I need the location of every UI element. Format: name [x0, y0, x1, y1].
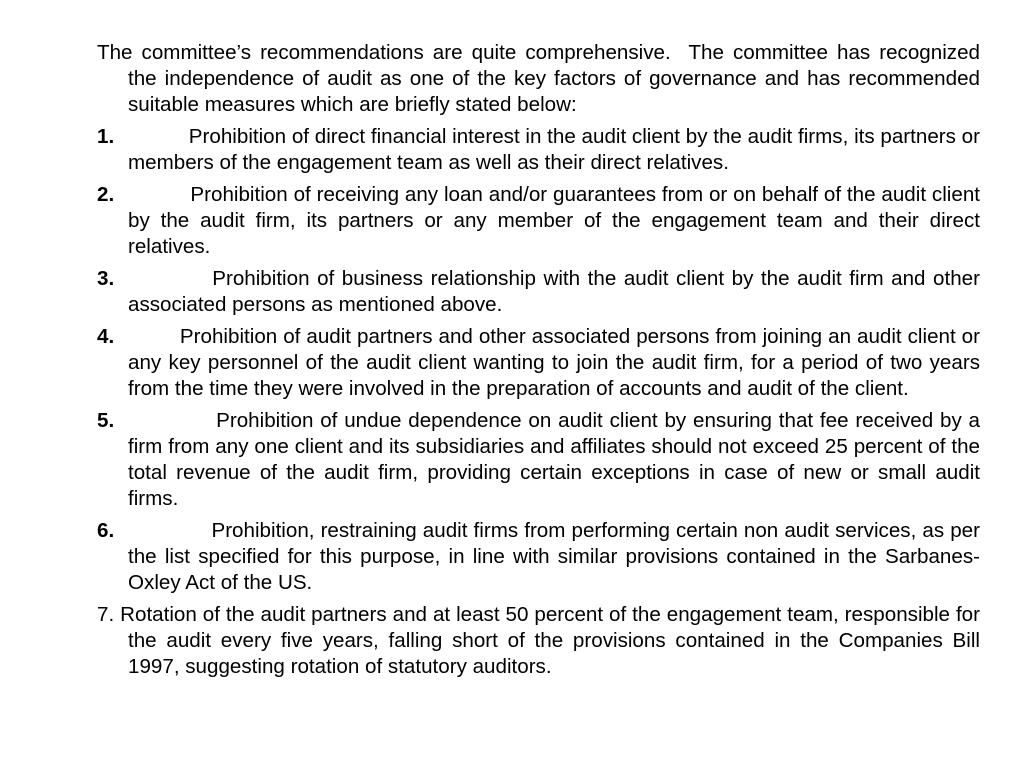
slide-body [97, 40, 986, 686]
item-text: Prohibition, restraining audit firms from performing certain non audit services, as per the list specified for this purpose, in line with similar provisions contained in the Sarbanes-Oxley Act of the US. [114, 519, 986, 594]
item-number: 1. [97, 125, 115, 148]
item-text: Prohibition of business relationship with the audit client by the audit firm and other associated persons as mentioned above. [114, 267, 986, 316]
recommendation-item [97, 124, 986, 176]
recommendation-item [97, 518, 986, 596]
item-text: Prohibition of receiving any loan and/or guarantees from or on behalf of the audit client by the audit firm, its partners or any member of the engagement team and their direct relatives. [114, 183, 986, 258]
item-number: 4. [97, 325, 115, 348]
recommendation-item [97, 408, 986, 512]
item-number: 3. [97, 267, 115, 290]
item-text: Prohibition of audit partners and other associated persons from joining an audit client or any key personnel of the audit client wanting to join the audit firm, for a period of two years from the time they were involved in the preparation of accounts and audit of the client. [114, 325, 986, 400]
recommendation-item [97, 324, 986, 402]
item-text: Prohibition of direct financial interest in the audit client by the audit firms, its partners or members of the engagement team as well as their direct relatives. [114, 125, 986, 174]
item-number: 5. [97, 409, 115, 432]
item-number: 2. [97, 183, 115, 206]
intro-paragraph: The committee’s recommendations are quite comprehensive. The committee has recognized the independence of audit as one of the key factors of governance and has recommended suitable measures which are briefly stated below: [97, 41, 986, 116]
recommendation-item [97, 266, 986, 318]
closing-paragraph: 7. Rotation of the audit partners and at least 50 percent of the engagement team, responsible for the audit every five years, falling short of the provisions contained in the Companies Bill 1997, suggesting rotation of statutory auditors. [97, 603, 986, 678]
item-text: Prohibition of undue dependence on audit client by ensuring that fee received by a firm from any one client and its subsidiaries and affiliates should not exceed 25 percent of the total revenue of the audit firm, providing certain exceptions in case of new or small audit firms. [114, 409, 986, 510]
recommendation-item [97, 182, 986, 260]
item-number: 6. [97, 519, 115, 542]
